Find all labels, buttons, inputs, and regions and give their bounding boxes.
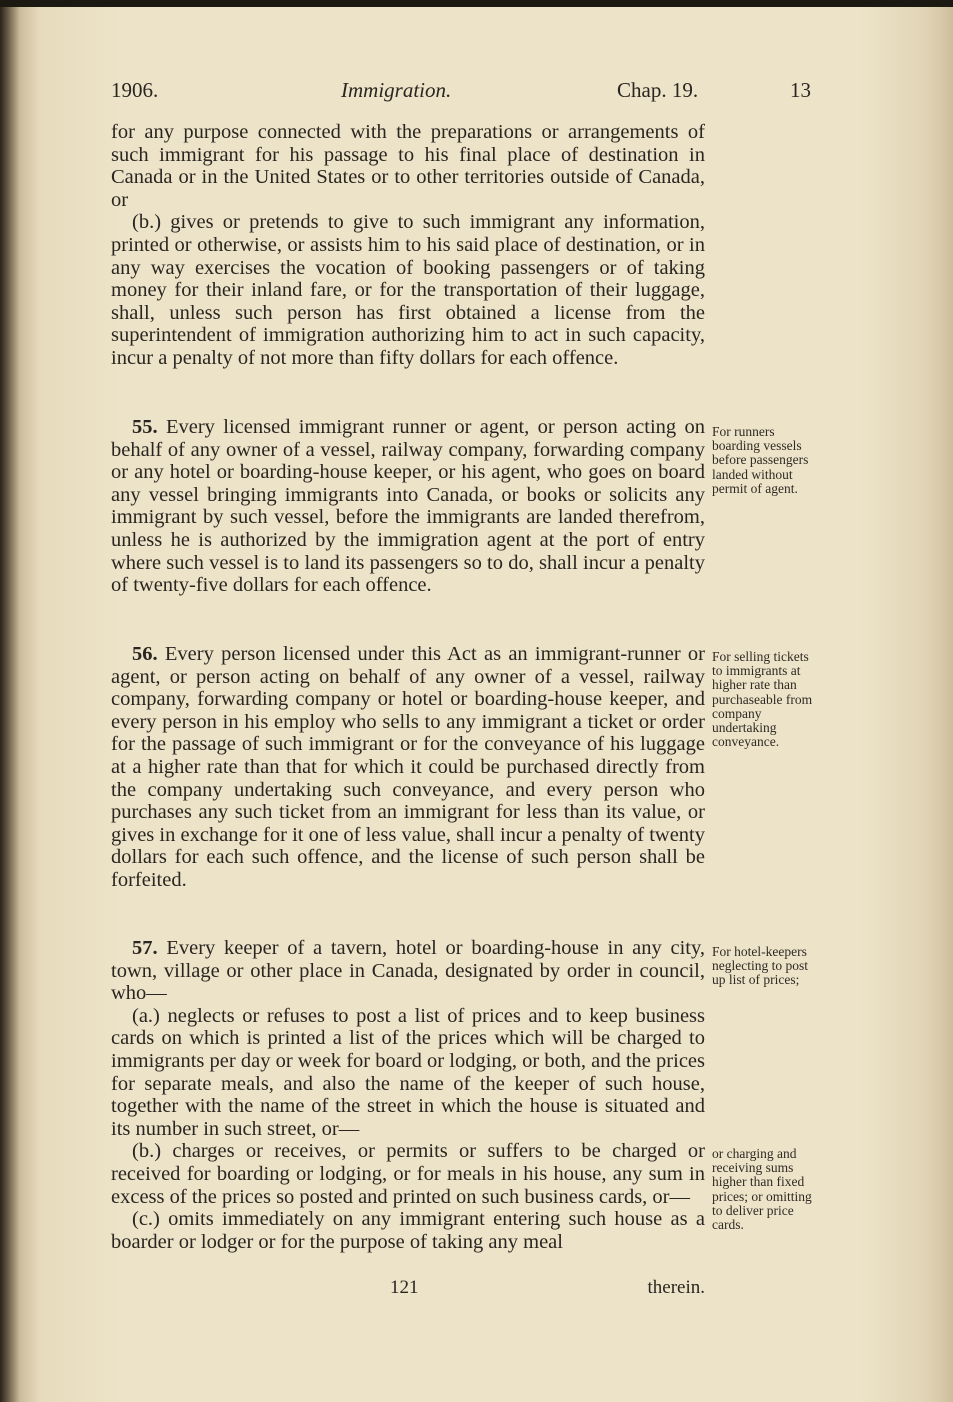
page-top-edge <box>0 0 953 7</box>
section-57-clause-b: (b.) charges or receives, or permits or suffers to be charged or received for boarding or lodging, or for meals in his house, any sum in excess of the prices so posted and printed on such business cards, or— <box>111 1140 705 1208</box>
clause-b-text: (b.) gives or pretends to give to such immigrant any information, printed or otherwise, or assists him to his said place of destination, or in any way exercises the vocation of booking passengers or of taking money for their inland fare, or for the transportation of their luggage, shall, unless such person has first obtained a license from the superintendent of immigration authorizing him to act in such capacity, incur a penalty of not more than fifty dollars for each offence. <box>111 211 705 369</box>
footer-page-number: 121 <box>390 1277 419 1298</box>
section-55-text: Every licensed immigrant runner or agent, or person acting on behalf of any owner of a vessel, railway company, forwarding company or any hotel or boarding-house keeper, or his agent, who goes on board any vessel bringing immigrants into Canada, or books or solicits any immigrant by such vessel, before the immigrants are landed therefrom, unless he is authorized by the immigration agent at the port of entry where such vessel is to land its passengers so to do, shall incur a penalty of twenty-five dollars for each offence. <box>111 416 705 597</box>
section-continuation <box>111 121 705 370</box>
header-page-number: 13 <box>790 78 811 102</box>
section-56-number: 56. <box>132 643 158 665</box>
header-chapter: Chap. 19. <box>617 78 699 102</box>
section-57-clause-a: (a.) neglects or refuses to post a list of prices and to keep business cards on which is printed a list of the prices which will be charged to immigrants per day or week for board or lodging, or both, and the prices for separate meals, and also the name of the keeper of such house, together with the name of the street in which the house is situated and its number in such street, or— <box>111 1004 705 1140</box>
margin-note-56: For selling tickets to immigrants at higher rate than purchaseable from company undertaking conveyance. <box>712 649 813 750</box>
header-title: Immigration. <box>341 78 452 102</box>
section-57-text: Every keeper of a tavern, hotel or boarding-house in any city, town, village or other place in Canada, designated by order in council, who— <box>111 937 706 1005</box>
footer-catchword: therein. <box>647 1277 705 1298</box>
section-57-clause-c: (c.) omits immediately on any immigrant entering such house as a boarder or lodger or for the purpose of taking any meal <box>111 1208 705 1253</box>
section-57 <box>111 937 705 1253</box>
section-55-number: 55. <box>132 416 158 438</box>
header-year: 1906. <box>111 78 159 102</box>
section-55 <box>111 416 705 597</box>
continuation-text: for any purpose connected with the preparations or arrangements of such immigrant for his passage to his final place of destination in Canada or in the United States or to other territories outside of Canada, or <box>111 121 705 211</box>
margin-note-57: For hotel-keepers neglecting to post up list of prices; <box>712 944 808 988</box>
running-head <box>111 78 811 108</box>
section-56-text: Every person licensed under this Act as an immigrant-runner or agent, or person acting on behalf of any owner of a vessel, railway company, forwarding company or hotel or boarding-house keeper, and every person in his employ who sells to any immigrant a ticket or order for the passage of such immigrant or for the conveyance of his luggage at a higher rate than that for which it could be purchased directly from the company undertaking such conveyance, and every person who purchases any such ticket from an immigrant for less than its value, or gives in exchange for it one of less value, shall incur a penalty of twenty dollars for each such offence, and the license of such person shall be forfeited. <box>111 643 706 891</box>
section-57-number: 57. <box>132 937 158 959</box>
margin-note-57b: or charging and receiving sums higher than fixed prices; or omitting to deliver price cards. <box>712 1146 812 1233</box>
section-56 <box>111 643 705 892</box>
margin-note-55: For runners boarding vessels before passengers landed without permit of agent. <box>712 424 809 496</box>
page-footer <box>111 1277 705 1301</box>
